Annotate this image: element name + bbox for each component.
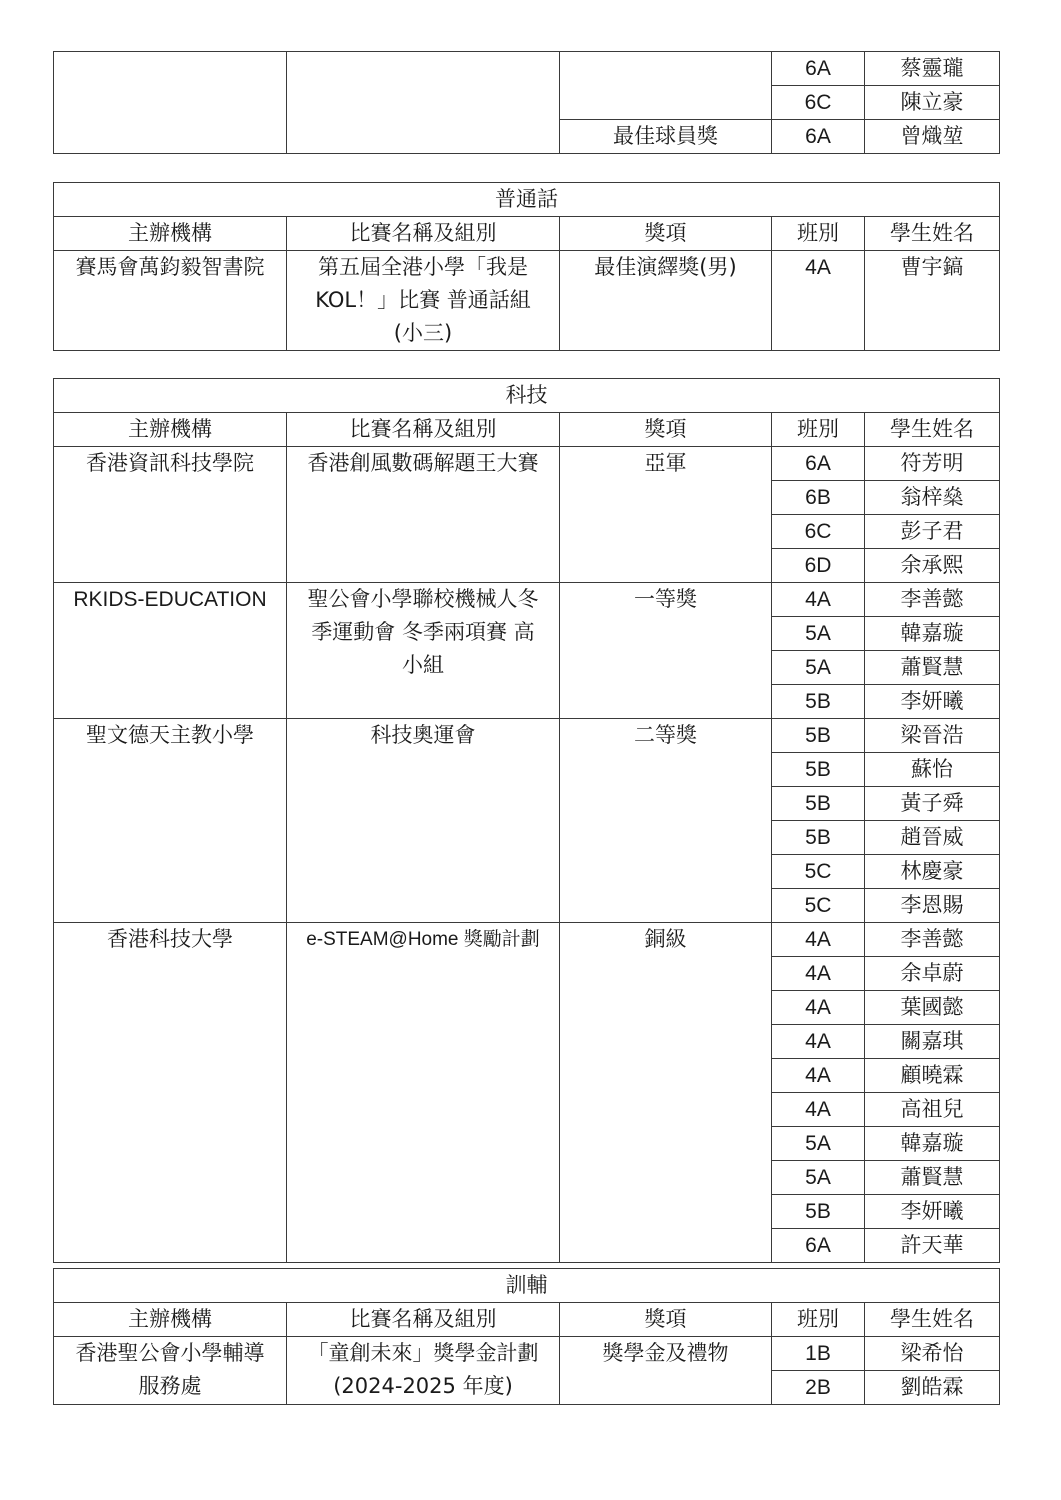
- class-cell: 1B: [772, 1337, 865, 1371]
- student-name-cell: 蕭賢慧: [865, 651, 1000, 685]
- class-cell: 4A: [772, 251, 865, 351]
- table-row: [54, 52, 1000, 86]
- class-cell: 6A: [772, 1229, 865, 1263]
- competition-header: 比賽名稱及組別: [287, 1303, 560, 1337]
- student-name-cell: 顧曉霖: [865, 1059, 1000, 1093]
- student-name-cell: 蕭賢慧: [865, 1161, 1000, 1195]
- class-cell: 6D: [772, 549, 865, 583]
- student-name-cell: 翁梓燊: [865, 481, 1000, 515]
- competition-cell: 第五屆全港小學「我是 KOL！」比賽 普通話組 (小三): [287, 251, 560, 351]
- class-cell: 4A: [772, 1059, 865, 1093]
- award-cell: 一等獎: [560, 583, 772, 719]
- class-cell: 4A: [772, 957, 865, 991]
- award-header: 獎項: [560, 1303, 772, 1337]
- class-cell: 6A: [772, 447, 865, 481]
- student-name-cell: 李妍曦: [865, 1195, 1000, 1229]
- student-name-cell: 梁晉浩: [865, 719, 1000, 753]
- table-row: [54, 583, 1000, 617]
- student-name-cell: 李善懿: [865, 923, 1000, 957]
- award-cell: 最佳球員獎: [560, 120, 772, 154]
- award-cell: 亞軍: [560, 447, 772, 583]
- student-header: 學生姓名: [865, 413, 1000, 447]
- class-cell: 5B: [772, 753, 865, 787]
- competition-cell: e-STEAM@Home 獎勵計劃: [287, 923, 560, 1263]
- student-name-cell: 梁希怡: [865, 1337, 1000, 1371]
- competition-cell: 「童創未來」獎學金計劃 (2024-2025 年度): [287, 1337, 560, 1405]
- header-row: [54, 413, 1000, 447]
- class-header: 班別: [772, 413, 865, 447]
- student-name-cell: 彭子君: [865, 515, 1000, 549]
- section-title-row: [54, 379, 1000, 413]
- competition-cell: 科技奧運會: [287, 719, 560, 923]
- class-cell: 6B: [772, 481, 865, 515]
- organizer-cell: 香港資訊科技學院: [54, 447, 287, 583]
- class-cell: 6C: [772, 86, 865, 120]
- class-cell: 5B: [772, 685, 865, 719]
- section-title: 訓輔: [54, 1269, 1000, 1303]
- student-name-cell: 蘇怡: [865, 753, 1000, 787]
- organizer-cell: 香港科技大學: [54, 923, 287, 1263]
- student-name-cell: 葉國懿: [865, 991, 1000, 1025]
- student-name-cell: 余卓蔚: [865, 957, 1000, 991]
- class-cell: 5A: [772, 617, 865, 651]
- competition-cell: 香港創風數碼解題王大賽: [287, 447, 560, 583]
- organizer-cell: 香港聖公會小學輔導 服務處: [54, 1337, 287, 1405]
- class-cell: 5A: [772, 651, 865, 685]
- student-name-cell: 高祖兒: [865, 1093, 1000, 1127]
- student-name-cell: 曾熾堃: [865, 120, 1000, 154]
- section-title: 普通話: [54, 183, 1000, 217]
- class-cell: 6A: [772, 52, 865, 86]
- student-header: 學生姓名: [865, 1303, 1000, 1337]
- student-name-cell: 許天華: [865, 1229, 1000, 1263]
- counseling-table: [53, 1268, 1000, 1405]
- class-cell: 5C: [772, 855, 865, 889]
- student-name-cell: 關嘉琪: [865, 1025, 1000, 1059]
- student-name-cell: 黃子舜: [865, 787, 1000, 821]
- student-name-cell: 李恩賜: [865, 889, 1000, 923]
- student-name-cell: 余承熙: [865, 549, 1000, 583]
- header-row: [54, 217, 1000, 251]
- table-row: [54, 251, 1000, 351]
- class-header: 班別: [772, 1303, 865, 1337]
- student-name-cell: 李妍曦: [865, 685, 1000, 719]
- student-name-cell: 韓嘉璇: [865, 617, 1000, 651]
- student-name-cell: 劉皓霖: [865, 1371, 1000, 1405]
- award-cell: 銅級: [560, 923, 772, 1263]
- award-header: 獎項: [560, 217, 772, 251]
- organizer-cell: [54, 52, 287, 154]
- organizer-header: 主辦機構: [54, 413, 287, 447]
- class-cell: 4A: [772, 923, 865, 957]
- class-cell: 5B: [772, 787, 865, 821]
- competition-cell: 聖公會小學聯校機械人冬 季運動會 冬季兩項賽 高 小組: [287, 583, 560, 719]
- student-header: 學生姓名: [865, 217, 1000, 251]
- class-cell: 4A: [772, 1025, 865, 1059]
- student-name-cell: 符芳明: [865, 447, 1000, 481]
- student-name-cell: 陳立豪: [865, 86, 1000, 120]
- class-cell: 5B: [772, 821, 865, 855]
- competition-cell: [287, 52, 560, 154]
- class-cell: 5A: [772, 1127, 865, 1161]
- class-cell: 5C: [772, 889, 865, 923]
- organizer-cell: 賽馬會萬鈞毅智書院: [54, 251, 287, 351]
- student-name-cell: 林慶豪: [865, 855, 1000, 889]
- award-cell: 二等獎: [560, 719, 772, 923]
- table-row: [54, 1337, 1000, 1371]
- competition-header: 比賽名稱及組別: [287, 413, 560, 447]
- organizer-header: 主辦機構: [54, 1303, 287, 1337]
- class-cell: 5B: [772, 1195, 865, 1229]
- section-title-row: [54, 1269, 1000, 1303]
- organizer-header: 主辦機構: [54, 217, 287, 251]
- class-cell: 6A: [772, 120, 865, 154]
- class-header: 班別: [772, 217, 865, 251]
- student-name-cell: 曹宇鎬: [865, 251, 1000, 351]
- competition-header: 比賽名稱及組別: [287, 217, 560, 251]
- class-cell: 5A: [772, 1161, 865, 1195]
- technology-table: [53, 378, 1000, 1263]
- section-title-row: [54, 183, 1000, 217]
- award-cell: [560, 52, 772, 120]
- class-cell: 5B: [772, 719, 865, 753]
- table-row: [54, 447, 1000, 481]
- student-name-cell: 蔡靈瓏: [865, 52, 1000, 86]
- award-cell: 獎學金及禮物: [560, 1337, 772, 1405]
- table-row: [54, 719, 1000, 753]
- class-cell: 2B: [772, 1371, 865, 1405]
- class-cell: 4A: [772, 1093, 865, 1127]
- table-row: [54, 923, 1000, 957]
- class-cell: 4A: [772, 991, 865, 1025]
- class-cell: 4A: [772, 583, 865, 617]
- putonghua-table: [53, 182, 1000, 351]
- student-name-cell: 李善懿: [865, 583, 1000, 617]
- award-header: 獎項: [560, 413, 772, 447]
- header-row: [54, 1303, 1000, 1337]
- class-cell: 6C: [772, 515, 865, 549]
- organizer-cell: RKIDS-EDUCATION: [54, 583, 287, 719]
- sports-continuation-table: [53, 51, 1000, 154]
- student-name-cell: 韓嘉璇: [865, 1127, 1000, 1161]
- student-name-cell: 趙晉威: [865, 821, 1000, 855]
- section-title: 科技: [54, 379, 1000, 413]
- award-cell: 最佳演繹獎(男): [560, 251, 772, 351]
- organizer-cell: 聖文德天主教小學: [54, 719, 287, 923]
